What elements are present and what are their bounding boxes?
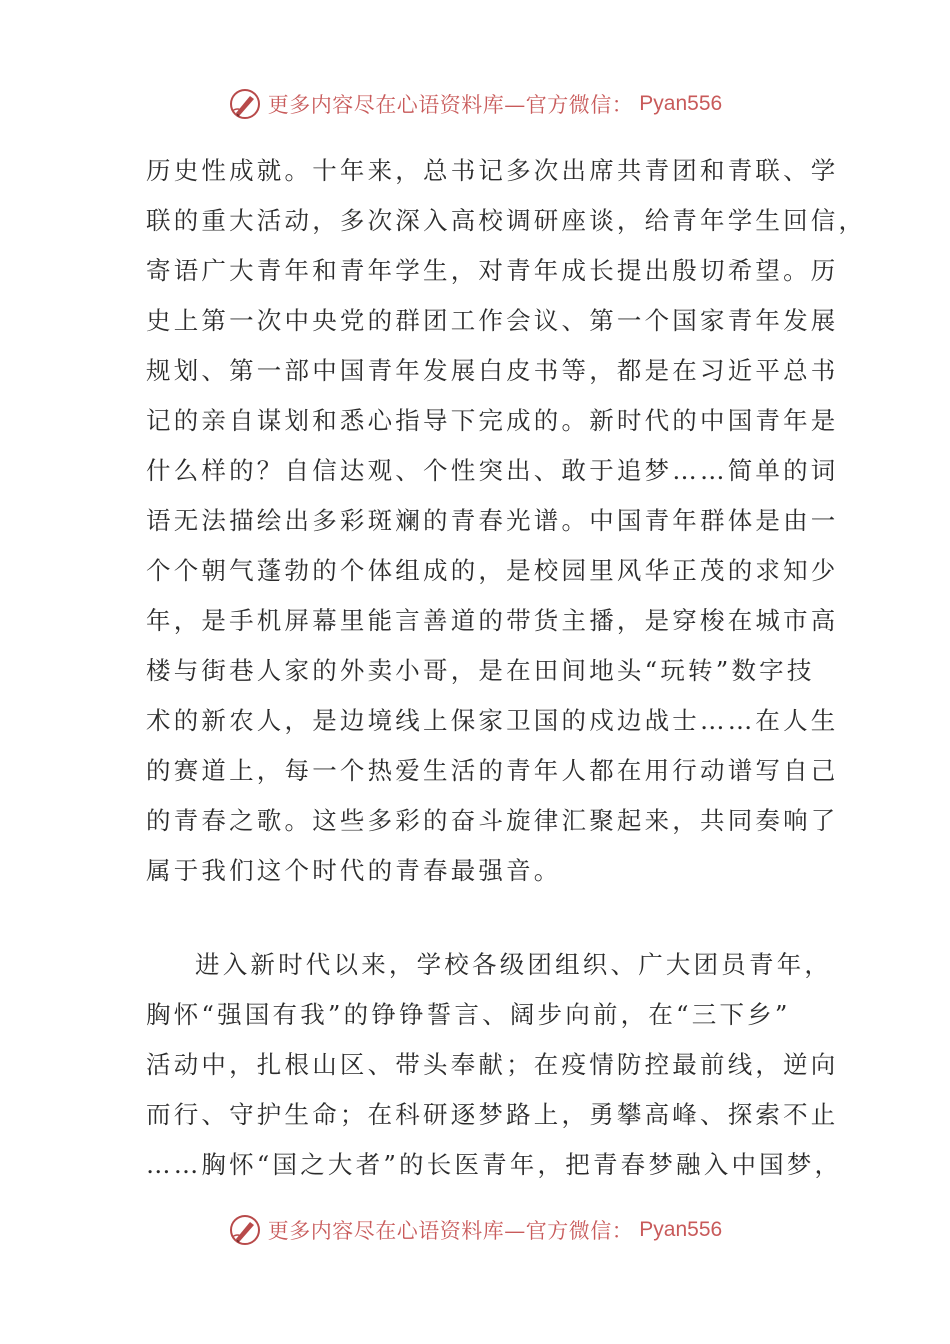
text-line: ……胸怀“国之大者”的长医青年，把青春梦融入中国梦，	[146, 1150, 843, 1179]
text-line: 的赛道上，每一个热爱生活的青年人都在用行动谱写自己	[146, 756, 839, 785]
text-line: 活动中，扎根山区、带头奉献；在疫情防控最前线，逆向	[146, 1050, 839, 1079]
paragraph-spacer	[146, 896, 806, 940]
text-line: 语无法描绘出多彩斑斓的青春光谱。中国青年群体是由一	[146, 506, 839, 535]
pen-logo-icon	[228, 1213, 262, 1247]
pen-logo-icon	[228, 87, 262, 121]
text-line: 年，是手机屏幕里能言善道的带货主播，是穿梭在城市高	[146, 606, 839, 635]
text-line: 术的新农人，是边境线上保家卫国的戍边战士……在人生	[146, 706, 839, 735]
paragraph-2	[146, 940, 843, 1190]
text-line: 规划、第一部中国青年发展白皮书等，都是在习近平总书	[146, 356, 839, 385]
text-line: 历史性成就。十年来，总书记多次出席共青团和青联、学	[146, 156, 839, 185]
text-line: 记的亲自谋划和悉心指导下完成的。新时代的中国青年是	[146, 406, 839, 435]
text-line: 楼与街巷人家的外卖小哥，是在田间地头“玩转”数字技	[146, 656, 815, 685]
header-banner	[0, 84, 950, 124]
header-wechat-id: Pyan556	[639, 92, 723, 115]
footer-wechat-id: Pyan556	[639, 1218, 723, 1241]
text-line: 什么样的？自信达观、个性突出、敢于追梦……简单的词	[146, 456, 839, 485]
text-line: 联的重大活动，多次深入高校调研座谈，给青年学生回信，	[146, 206, 867, 235]
text-line: 个个朝气蓬勃的个体组成的，是校园里风华正茂的求知少	[146, 556, 839, 585]
text-line: 寄语广大青年和青年学生，对青年成长提出殷切希望。历	[146, 256, 839, 285]
text-line: 的青春之歌。这些多彩的奋斗旋律汇聚起来，共同奏响了	[146, 806, 839, 835]
text-line: 史上第一次中央党的群团工作会议、第一个国家青年发展	[146, 306, 839, 335]
footer-banner-text: 更多内容尽在心语资料库—官方微信：	[267, 1219, 634, 1243]
paragraph-1	[146, 146, 867, 896]
document-body	[146, 146, 867, 1190]
text-line: 属于我们这个时代的青春最强音。	[146, 856, 562, 885]
text-line: 胸怀“强国有我”的铮铮誓言、阔步向前，在“三下乡”	[146, 1000, 791, 1029]
text-line: 进入新时代以来，学校各级团组织、广大团员青年，	[195, 950, 833, 979]
text-line: 而行、守护生命；在科研逐梦路上，勇攀高峰、探索不止	[146, 1100, 839, 1129]
header-banner-text: 更多内容尽在心语资料库—官方微信：	[267, 93, 634, 117]
footer-banner	[0, 1210, 950, 1250]
